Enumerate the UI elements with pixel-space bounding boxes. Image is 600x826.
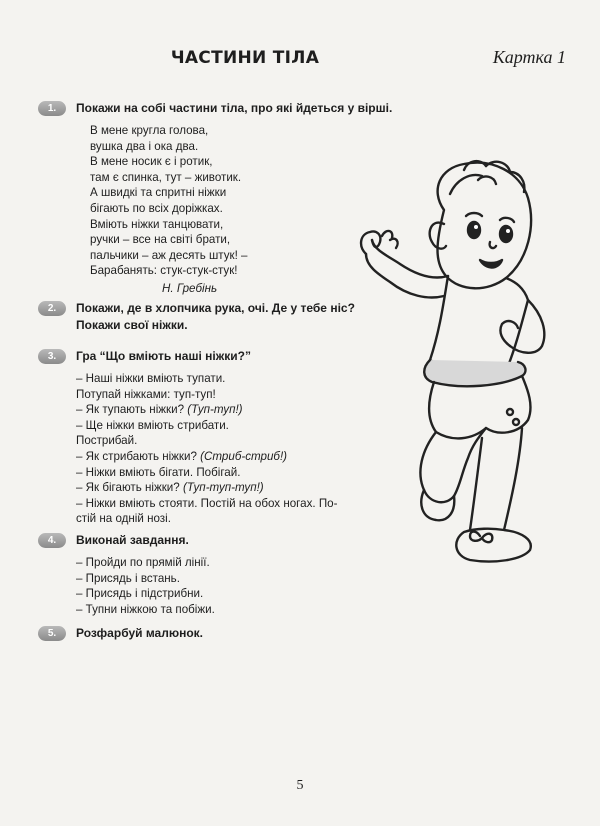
page-title: ЧАСТИНИ ТІЛА	[170, 48, 320, 68]
page-number: 5	[296, 778, 304, 793]
poem-line: В мене кругла голова,	[90, 124, 209, 137]
task-number-badge: 5.	[38, 626, 66, 641]
task-2	[38, 300, 355, 334]
poem-line: там є спинка, тут – животик.	[90, 170, 242, 184]
task-title-line: Покажи, де в хлопчика рука, очі. Де у тебе ніс?	[76, 301, 355, 315]
step-line: – Пройди по прямій лінії.	[76, 556, 210, 569]
poem-line: В мене носик є і ротик,	[90, 155, 213, 169]
poem-line: бігають по всіх доріжках.	[90, 201, 223, 215]
dialogue-line: – Як бігають ніжки?	[76, 481, 180, 495]
task-4	[38, 532, 215, 617]
task-1	[38, 100, 392, 297]
step-line: – Присядь і підстрибни.	[76, 587, 204, 601]
dialogue-line: – Ніжки вміють бігати. Побігай.	[76, 465, 241, 479]
task-3	[38, 348, 337, 527]
poem-line: вушка два і ока два.	[90, 139, 199, 153]
poem-line: пальчики – аж десять штук! –	[90, 248, 248, 262]
task-title: Гра “Що вміють наші ніжки?”	[76, 349, 251, 363]
poem-line: А швидкі та спритні ніжки	[90, 186, 227, 200]
dialogue-line: – Наші ніжки вміють тупати.	[76, 372, 226, 385]
task-5	[38, 625, 203, 642]
dialogue-answer: (Стриб-стриб!)	[200, 449, 288, 463]
dancing-boy-illustration	[352, 150, 562, 590]
task-number-badge: 4.	[38, 533, 66, 548]
poem-line: ручки – все на світі брати,	[90, 233, 231, 247]
card-label: Картка 1	[492, 47, 566, 67]
task-number-badge: 1.	[38, 101, 66, 116]
task-title: Виконай завдання.	[76, 533, 189, 547]
poem-line: Барабанять: стук-стук-стук!	[90, 264, 238, 278]
task-title-line: Покажи свої ніжки.	[76, 318, 188, 332]
poem-line: Вміють ніжки танцювати,	[90, 217, 224, 231]
step-line: – Присядь і встань.	[76, 571, 180, 585]
dialogue-line: стій на одній нозі.	[76, 512, 171, 526]
dialogue-answer: (Туп-туп-туп!)	[182, 481, 264, 495]
dialogue-answer: (Туп-туп!)	[187, 403, 243, 417]
dialogue-line: – Як тупають ніжки?	[76, 403, 185, 417]
dialogue-line: – Ніжки вміють стояти. Постій на обох ногах. По-	[76, 496, 338, 510]
poem	[90, 123, 392, 297]
task-number-badge: 3.	[38, 349, 66, 364]
task-title: Розфарбуй малюнок.	[76, 626, 204, 640]
step-line: – Тупни ніжкою та побіжи.	[76, 602, 215, 616]
task-number-badge: 2.	[38, 301, 66, 316]
dialogue-line: Потупай ніжками: туп-туп!	[76, 387, 216, 401]
dialogue-line: – Ще ніжки вміють стрибати.	[76, 418, 229, 432]
task-steps	[76, 555, 215, 617]
task-title: Покажи на собі частини тіла, про які йдеться у вірші.	[76, 101, 393, 115]
poem-author: Н. Гребінь	[162, 281, 218, 295]
game-dialogue	[76, 371, 337, 527]
dialogue-line: Пострибай.	[76, 434, 138, 448]
dialogue-line: – Як стрибають ніжки?	[76, 449, 197, 463]
